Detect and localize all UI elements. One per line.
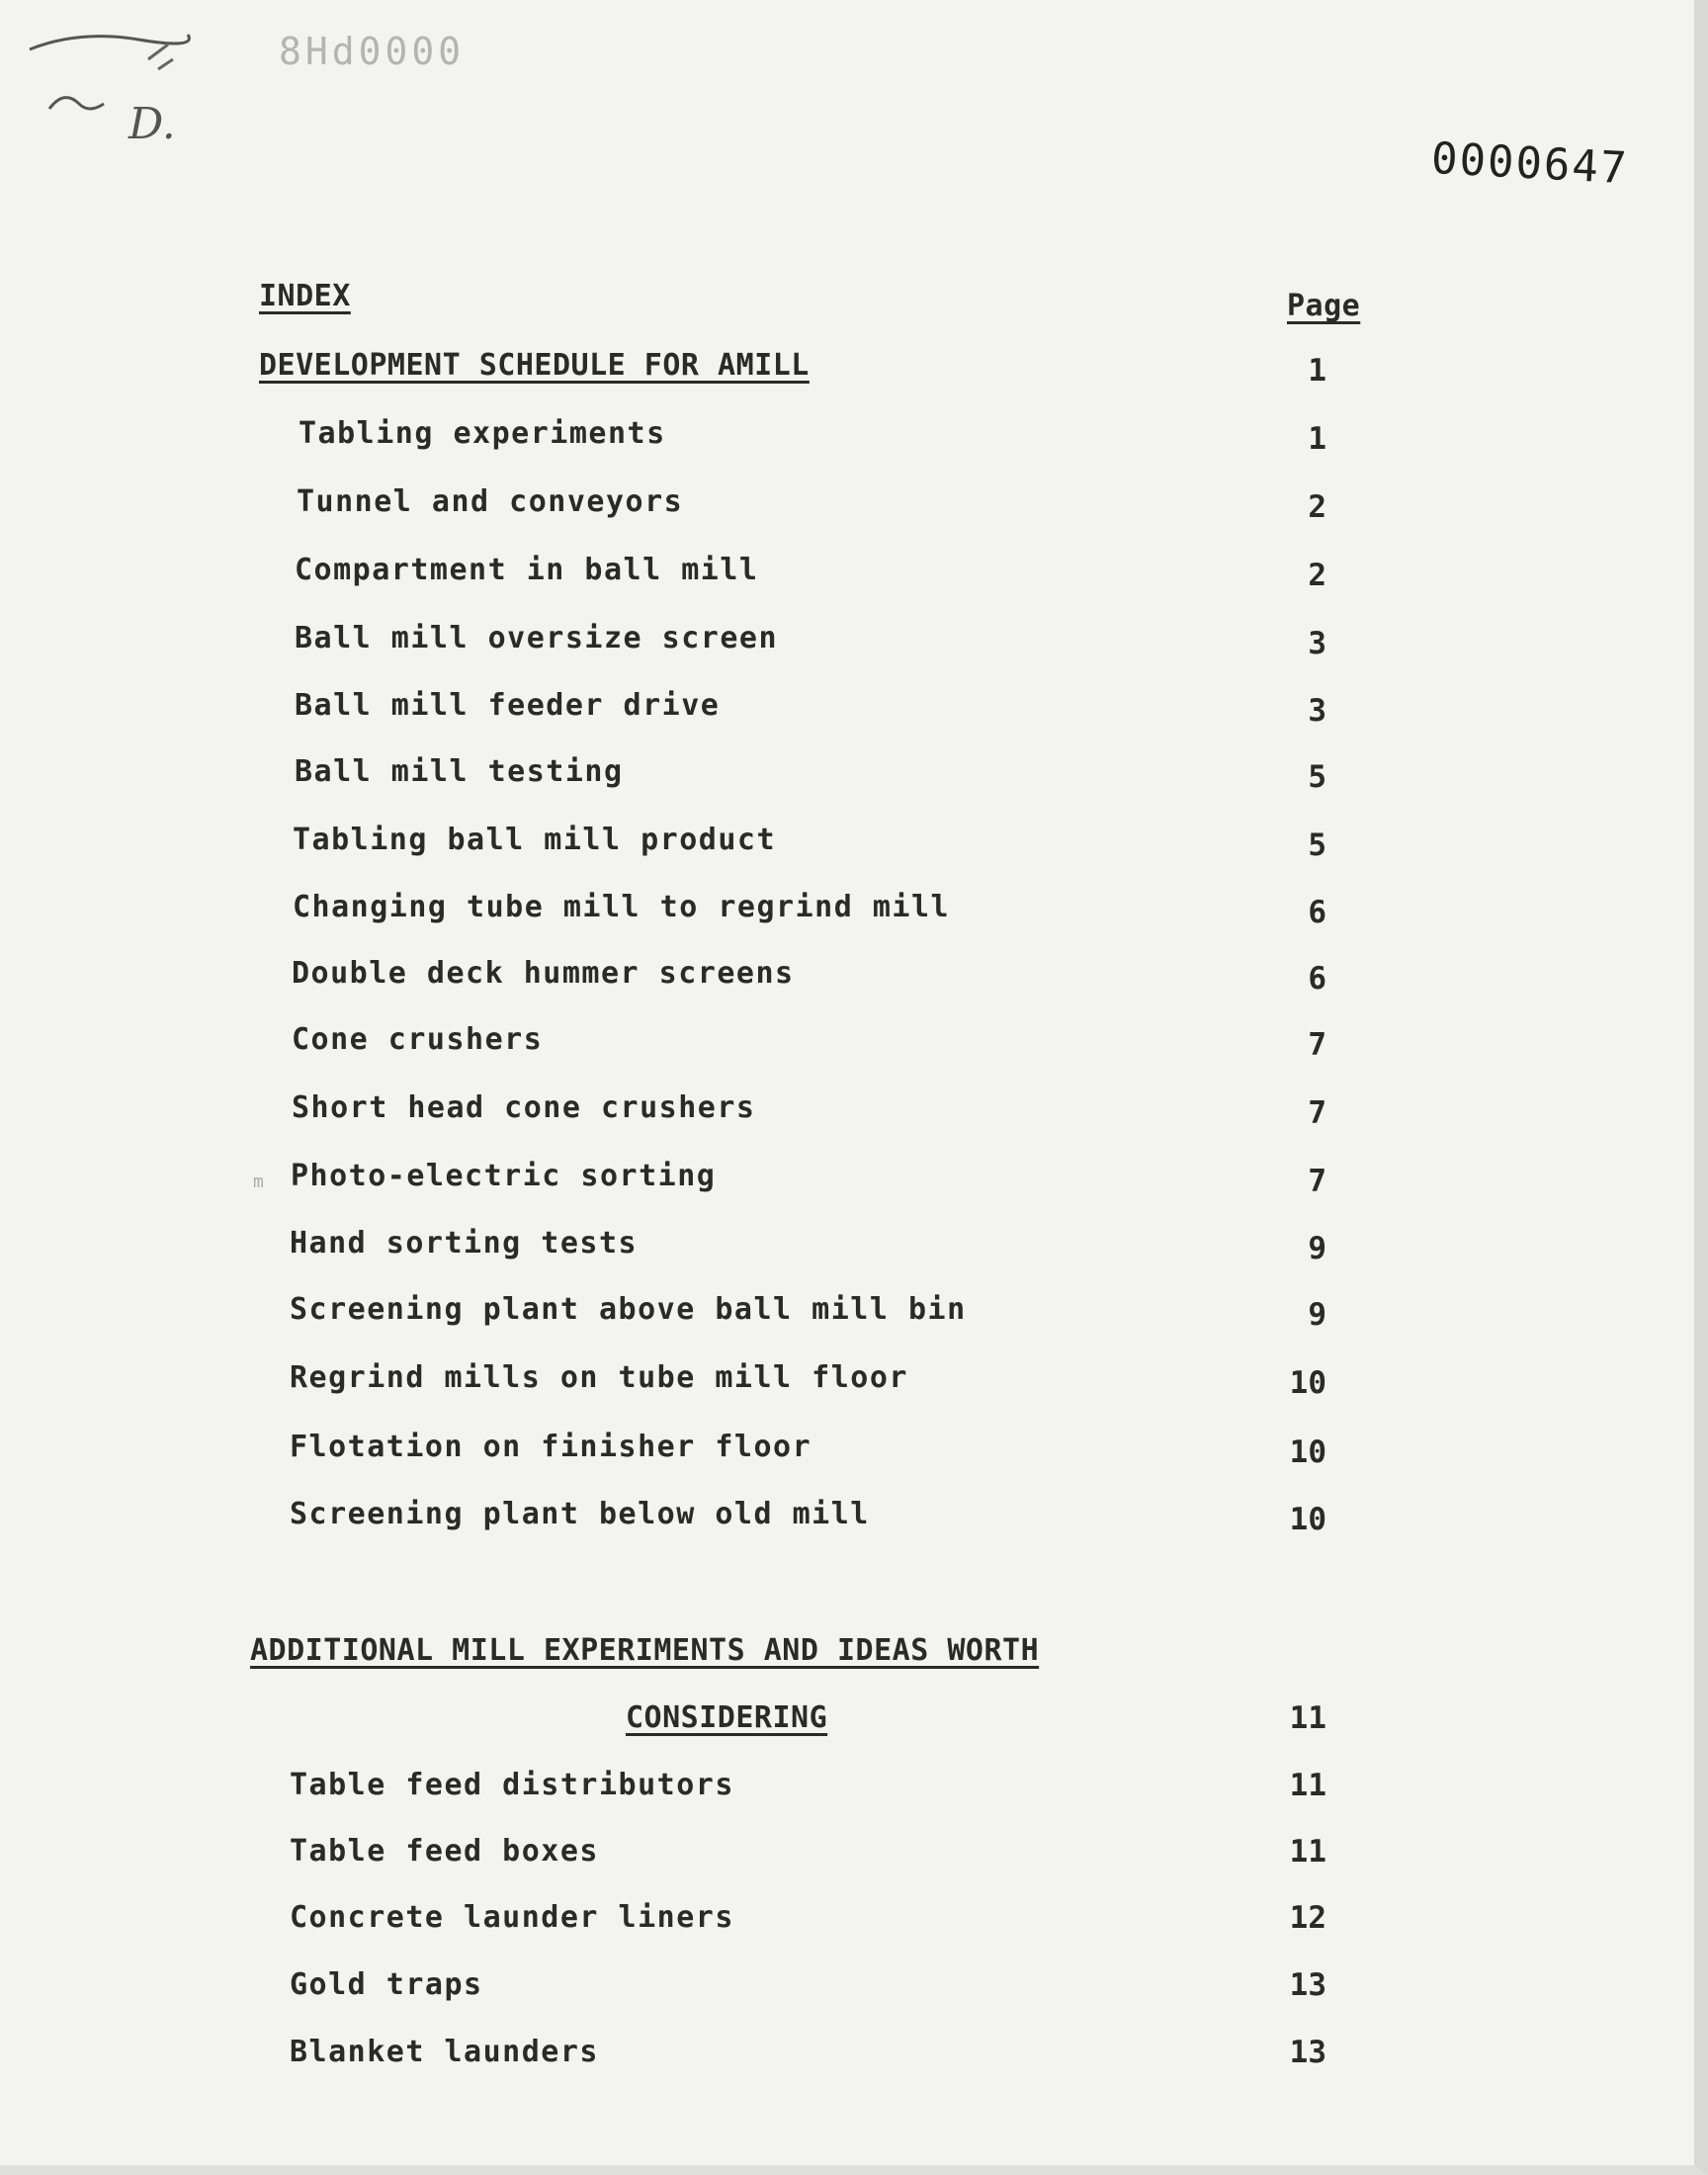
item-page-number: 7 (1308, 1164, 1326, 1199)
faded-stamp-number: 8Hd0000 (279, 30, 466, 73)
list-item: Short head cone crushers (292, 1090, 756, 1125)
item-page-number: 10 (1289, 1365, 1326, 1401)
item-page-number: 1 (1308, 421, 1326, 457)
list-item: Regrind mills on tube mill floor (290, 1360, 908, 1395)
list-item: Hand sorting tests (290, 1226, 639, 1261)
page-column-header: Page (1287, 289, 1361, 323)
item-page-number: 9 (1308, 1297, 1326, 1333)
item-page-number: 9 (1308, 1231, 1326, 1266)
item-page-number: 5 (1308, 827, 1326, 863)
item-page-number: 7 (1308, 1095, 1326, 1131)
item-page-number: 3 (1308, 693, 1326, 729)
section-page-number: 11 (1289, 1700, 1326, 1736)
list-item: Flotation on finisher floor (290, 1430, 812, 1464)
item-page-number: 2 (1308, 489, 1326, 525)
item-page-number: 7 (1308, 1027, 1326, 1063)
section-title-additional-experiments: ADDITIONAL MILL EXPERIMENTS AND IDEAS WORTH (250, 1633, 1040, 1668)
list-item: Compartment in ball mill (295, 553, 759, 587)
list-item: Double deck hummer screens (292, 956, 795, 991)
list-item: Gold traps (290, 1967, 483, 2002)
list-item: Blanket launders (290, 2035, 599, 2069)
list-item: Ball mill feeder drive (295, 688, 721, 723)
item-page-number: 6 (1308, 895, 1326, 930)
item-page-number: 11 (1289, 1834, 1326, 1870)
list-item: Table feed boxes (290, 1834, 599, 1869)
handwritten-mark: D. (128, 99, 176, 149)
item-page-number: 11 (1289, 1768, 1326, 1803)
list-item: Concrete launder liners (290, 1900, 734, 1935)
item-page-number: 10 (1289, 1435, 1326, 1470)
item-page-number: 13 (1289, 2035, 1326, 2070)
index-title: INDEX (259, 279, 351, 313)
list-item: Tunnel and conveyors (297, 484, 684, 519)
item-page-number: 13 (1289, 1967, 1326, 2003)
list-item: Screening plant below old mill (290, 1497, 870, 1531)
list-item: Ball mill testing (295, 754, 624, 789)
item-page-number: 12 (1289, 1900, 1326, 1936)
list-item: Table feed distributors (290, 1768, 734, 1802)
section-title-development-schedule: DEVELOPMENT SCHEDULE FOR AMILL (259, 348, 810, 383)
item-page-number: 10 (1289, 1502, 1326, 1537)
item-page-number: 3 (1308, 626, 1326, 661)
document-number-stamp: 0000647 (1429, 132, 1630, 195)
list-item: Tabling experiments (299, 416, 666, 451)
section-page-number: 1 (1308, 353, 1326, 389)
list-item: Cone crushers (292, 1022, 544, 1057)
list-item: Photo-electric sorting (291, 1159, 717, 1193)
list-item: Screening plant above ball mill bin (290, 1292, 967, 1327)
list-item: Tabling ball mill product (293, 823, 777, 857)
faint-margin-mark: m (253, 1172, 264, 1192)
list-item: Ball mill oversize screen (295, 621, 779, 655)
item-page-number: 5 (1308, 759, 1326, 795)
item-page-number: 6 (1308, 961, 1326, 997)
section-title-continuation: CONSIDERING (626, 1700, 828, 1735)
item-page-number: 2 (1308, 558, 1326, 593)
list-item: Changing tube mill to regrind mill (293, 890, 951, 924)
